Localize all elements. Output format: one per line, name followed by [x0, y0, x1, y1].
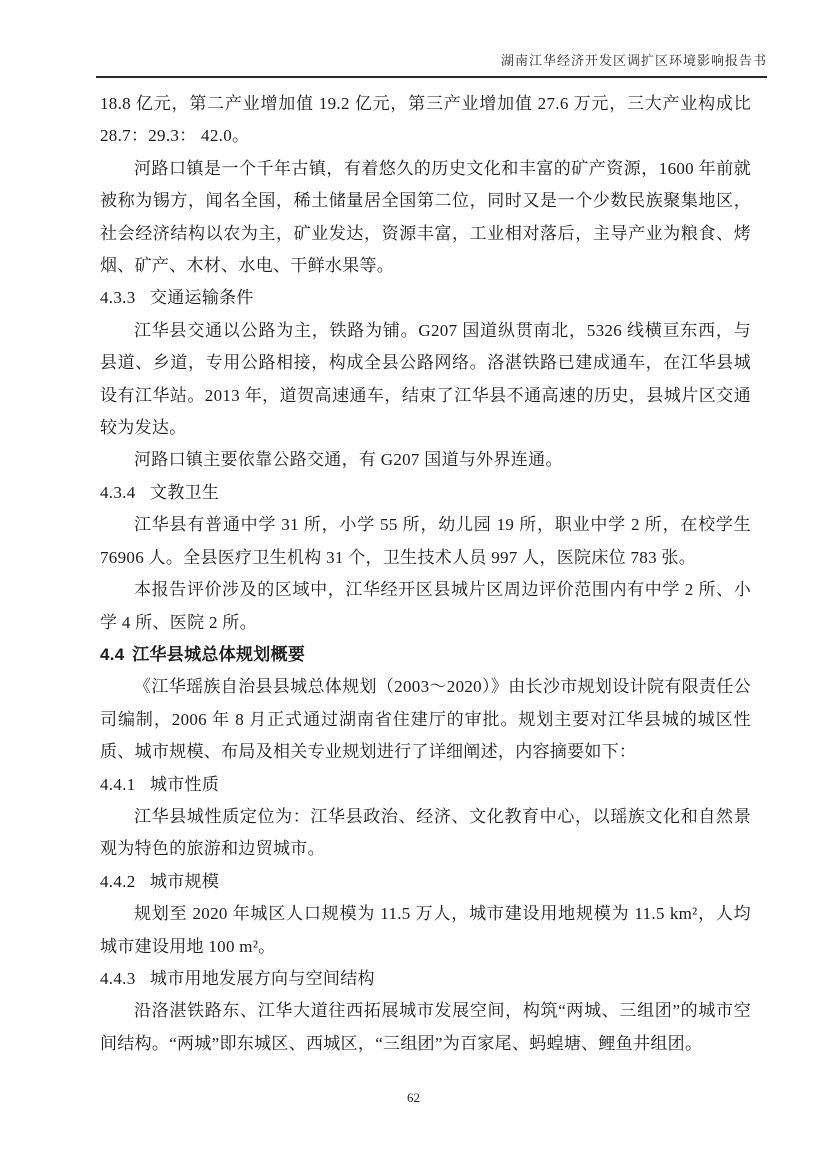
paragraph: 本报告评价涉及的区域中，江华经开区县城片区周边评价范围内有中学 2 所、小学 4 所、医院 2 所。: [100, 580, 751, 632]
section-title: 城市性质: [149, 774, 220, 794]
section-heading-4-3-3: [100, 282, 751, 314]
paragraph: 江华县有普通中学 31 所，小学 55 所，幼儿园 19 所，职业中学 2 所，在校学生 76906 人。全县医疗卫生机构 31 个，卫生技术人员 997 人，医院床位 783 张。: [100, 515, 751, 567]
running-title: 湖南江华经济开发区调扩区环境影响报告书: [500, 53, 767, 68]
paragraph: 江华县城性质定位为：江华县政治、经济、文化教育中心，以瑶族文化和自然景观为特色的旅游和边贸城市。: [100, 806, 751, 859]
section-heading-4-4: [100, 639, 751, 671]
section-heading-4-3-4: [100, 477, 751, 509]
section-number: 4.4: [100, 644, 125, 664]
document-body: [100, 88, 751, 1060]
section-title: 城市规模: [149, 871, 220, 891]
paragraph-continuation: 18.8 亿元，第二产业增加值 19.2 亿元，第三产业增加值 27.6 万元，三大产业构成比 28.7：29.3： 42.0。: [100, 94, 751, 146]
paragraph: 江华县交通以公路为主，铁路为铺。G207 国道纵贯南北，5326 线横亘东西，与县道、乡道，专用公路相接，构成全县公路网络。洛湛铁路已建成通车，在江华县城设有江华站。2013 年，道贺高速通车，结束了江华县不通高速的历史，县城片区交通较为发达。: [100, 320, 751, 438]
section-heading-4-4-1: [100, 769, 751, 801]
paragraph: 《江华瑶族自治县县城总体规划（2003～2020）》由长沙市规划设计院有限责任公司编制，2006 年 8 月正式通过湖南省住建厅的审批。规划主要对江华县城的城区性质、城市规模、布局及相关专业规划进行了详细阐述，内容摘要如下：: [100, 677, 751, 762]
paragraph: 规划至 2020 年城区人口规模为 11.5 万人，城市建设用地规模为 11.5 km²，人均城市建设用地 100 m²。: [100, 904, 751, 956]
section-number: 4.3.3: [100, 288, 136, 308]
page-number: 62: [407, 1090, 420, 1105]
paragraph: 河路口镇是一个千年古镇，有着悠久的历史文化和丰富的矿产资源，1600 年前就被称为锡方，闻名全国，稀土储量居全国第二位，同时又是一个少数民族聚集地区，社会经济结构以农为主，矿业发达，资源丰富，工业相对落后，主导产业为粮食、烤烟、矿产、木材、水电、干鲜水果等。: [100, 158, 751, 276]
section-heading-4-4-2: [100, 866, 751, 898]
section-title: 江华县城总体规划概要: [132, 644, 306, 664]
section-title: 城市用地发展方向与空间结构: [149, 968, 375, 988]
section-title: 交通运输条件: [149, 288, 254, 308]
page-header: [96, 50, 767, 69]
paragraph: 沿洛湛铁路东、江华大道往西拓展城市发展空间，构筑“两城、三组团”的城市空间结构。“两城”即东城区、西城区，“三组团”为百家尾、蚂蝗塘、鲤鱼井组团。: [100, 1001, 751, 1053]
section-heading-4-4-3: [100, 963, 751, 995]
page-footer: [0, 1090, 827, 1106]
section-number: 4.3.4: [100, 482, 136, 502]
paragraph: 河路口镇主要依靠公路交通，有 G207 国道与外界连通。: [134, 450, 563, 470]
section-title: 文教卫生: [149, 482, 220, 502]
header-rule: [96, 76, 767, 78]
section-number: 4.4.1: [100, 774, 136, 794]
section-number: 4.4.2: [100, 871, 136, 891]
section-number: 4.4.3: [100, 968, 136, 988]
